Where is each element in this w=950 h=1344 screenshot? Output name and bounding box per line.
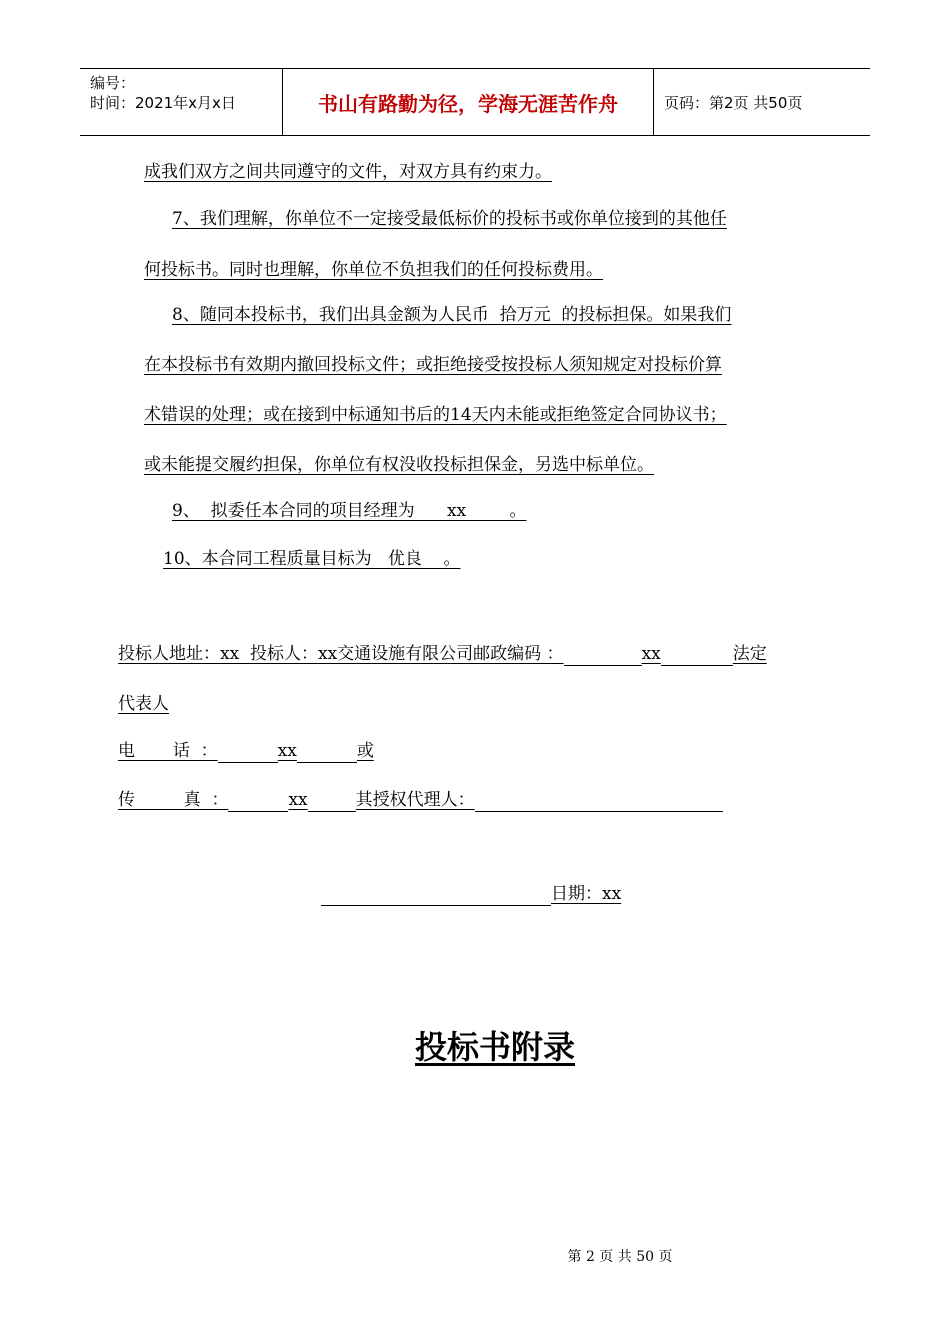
phone-label: 电 话 ： — [118, 741, 218, 761]
postcode-blank — [564, 645, 642, 666]
clause-8-line-1: 8、随同本投标书，我们出具金额为人民币 拾万元 的投标担保。如果我们 — [172, 305, 732, 325]
phone-line — [118, 739, 374, 763]
date-blank — [321, 885, 551, 906]
clause-7-line-2: 何投标书。同时也理解，你单位不负担我们的任何投标费用。 — [144, 260, 603, 280]
header-motto: 书山有路勤为径，学海无涯苦作舟 — [282, 69, 654, 135]
page-footer: 第 2 页 共 50 页 — [567, 1249, 673, 1265]
document-date: 时间：2021年x月x日 — [90, 94, 236, 112]
document-number-label: 编号： — [90, 74, 136, 92]
header-page-info: 页码：第2页 共50页 — [664, 93, 803, 112]
fax-blank-tail — [308, 791, 356, 812]
clause-7-line-1: 7、我们理解，你单位不一定接受最低标价的投标书或你单位接到的其他任 — [172, 209, 727, 229]
phone-blank — [218, 742, 278, 763]
agent-signature-blank — [475, 791, 723, 812]
page-header — [80, 68, 870, 136]
date-line — [321, 882, 621, 906]
fax-blank — [228, 791, 288, 812]
clause-8-line-3: 术错误的处理；或在接到中标通知书后的14天内未能或拒绝签定合同协议书； — [144, 405, 727, 425]
clause-9: 9、 拟委任本合同的项目经理为 xx 。 — [172, 501, 527, 521]
phone-blank-tail — [297, 742, 357, 763]
legal-rep-label-end: 代表人 — [118, 694, 169, 714]
fax-line — [118, 788, 723, 812]
postcode-value: xx — [641, 644, 661, 664]
date-label: 日期：xx — [551, 884, 622, 904]
phone-or: 或 — [356, 741, 374, 761]
agent-label: 其授权代理人： — [355, 790, 475, 810]
fax-label: 传 真 ： — [118, 790, 229, 810]
postcode-blank-tail — [661, 645, 733, 666]
signature-address-line — [118, 642, 767, 666]
legal-rep-label-start: 法定 — [732, 644, 767, 664]
section-title: 投标书附录 — [414, 1028, 575, 1066]
clause-8-line-2: 在本投标书有效期内撤回投标文件；或拒绝接受按投标人须知规定对投标价算 — [144, 355, 722, 375]
phone-value: xx — [277, 741, 297, 761]
paragraph-continuation: 成我们双方之间共同遵守的文件，对双方具有约束力。 — [144, 162, 552, 182]
clause-8-line-4: 或未能提交履约担保，你单位有权没收投标担保金，另选中标单位。 — [144, 455, 654, 475]
clause-10: 10、本合同工程质量目标为 优良 。 — [163, 549, 461, 569]
address-text: 投标人地址：xx 投标人：xx交通设施有限公司邮政编码 ： — [118, 644, 564, 664]
fax-value: xx — [288, 790, 308, 810]
header-meta — [80, 69, 282, 135]
